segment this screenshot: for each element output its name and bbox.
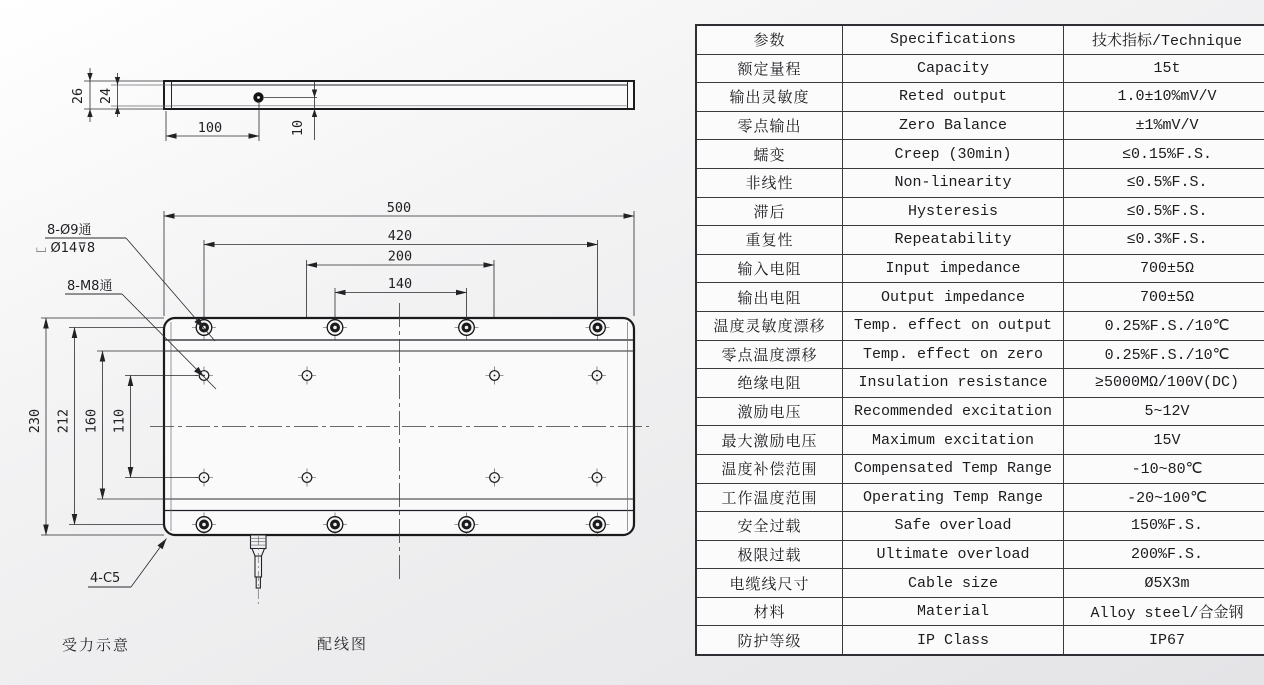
table-row [696,283,1264,312]
table-row [696,512,1264,541]
cell-spec: Hysteresis [843,197,1064,226]
caption-wiring-diagram: 配线图 [317,635,369,653]
dim-160: 160 [83,408,100,434]
caption-force-diagram: 受力示意 [62,636,131,654]
spec-table [695,24,1264,656]
cell-param: 零点输出 [696,111,843,140]
table-row [696,540,1264,569]
cell-param: 最大激励电压 [696,426,843,455]
cell-spec: Repeatability [843,226,1064,255]
cell-value: ≤0.3%F.S. [1064,226,1264,255]
table-row [696,454,1264,483]
cell-value: 200%F.S. [1064,540,1264,569]
cell-param: 电缆线尺寸 [696,569,843,598]
spec-table-header [696,25,1264,54]
cell-value: 15t [1064,54,1264,83]
cell-param: 工作温度范围 [696,483,843,512]
dim-500: 500 [386,200,412,216]
dim-230: 230 [27,408,43,434]
dim-26: 26 [70,87,86,105]
cell-spec: Recommended excitation [843,397,1064,426]
table-row [696,340,1264,369]
cell-param: 温度补偿范围 [696,454,843,483]
cell-spec: IP Class [843,626,1064,655]
side-view [70,68,634,141]
cell-param: 极限过载 [696,540,843,569]
label-chamfer: 4-C5 [90,571,121,586]
cell-param: 安全过载 [696,512,843,541]
dim-200: 200 [387,248,413,265]
side-view-cable-hole [253,92,263,102]
cell-param: 材料 [696,597,843,626]
cell-value: 0.25%F.S./10℃ [1064,340,1264,369]
dim-212: 212 [55,408,72,434]
table-row [696,626,1264,655]
dim-10: 10 [290,119,306,137]
cell-spec: Ultimate overload [843,540,1064,569]
table-row [696,483,1264,512]
cell-value: 700±5Ω [1064,254,1264,283]
cell-param: 输出电阻 [696,283,843,312]
label-tapped-holes: 8-M8通 [67,279,113,294]
cell-param: 输出灵敏度 [696,83,843,112]
cell-param: 非线性 [696,168,843,197]
cell-spec: Non-linearity [843,168,1064,197]
top-view [27,200,649,604]
cell-param: 零点温度漂移 [696,340,843,369]
table-row [696,254,1264,283]
callout-chamfer [88,537,169,587]
cell-value: ≥5000MΩ/100V(DC) [1064,369,1264,398]
header-spec: Specifications [843,25,1064,54]
cell-spec: Compensated Temp Range [843,454,1064,483]
table-row [696,597,1264,626]
table-row [696,226,1264,255]
table-row [696,83,1264,112]
cell-spec: Output impedance [843,283,1064,312]
cell-spec: Insulation resistance [843,369,1064,398]
cell-spec: Temp. effect on output [843,311,1064,340]
table-row [696,369,1264,398]
cell-value: ≤0.5%F.S. [1064,197,1264,226]
cell-param: 防护等级 [696,626,843,655]
cell-spec: Operating Temp Range [843,483,1064,512]
cell-spec: Reted output [843,83,1064,112]
cell-param: 蠕变 [696,140,843,169]
table-row [696,197,1264,226]
dim-100: 100 [197,120,223,136]
cell-value: ±1%mV/V [1064,111,1264,140]
cell-spec: Zero Balance [843,111,1064,140]
cell-value: 150%F.S. [1064,512,1264,541]
cell-value: 700±5Ω [1064,283,1264,312]
cell-value: Alloy steel/合金钢 [1064,597,1264,626]
dim-140: 140 [387,276,413,292]
table-row [696,168,1264,197]
header-value: 技术指标/Technique [1064,25,1264,54]
cell-value: 15V [1064,426,1264,455]
table-row [696,426,1264,455]
cell-value: Ø5X3m [1064,569,1264,598]
cell-param: 温度灵敏度漂移 [696,311,843,340]
cell-spec: Capacity [843,54,1064,83]
table-row [696,140,1264,169]
table-row [696,54,1264,83]
table-row [696,311,1264,340]
table-row [696,111,1264,140]
label-through-holes: 8-Ø9通 [47,223,92,238]
cell-value: ≤0.15%F.S. [1064,140,1264,169]
cell-value: ≤0.5%F.S. [1064,168,1264,197]
cell-spec: Safe overload [843,512,1064,541]
cell-value: IP67 [1064,626,1264,655]
cell-param: 绝缘电阻 [696,369,843,398]
cell-value: 0.25%F.S./10℃ [1064,311,1264,340]
cell-spec: Temp. effect on zero [843,340,1064,369]
cell-param: 重复性 [696,226,843,255]
cell-spec: Input impedance [843,254,1064,283]
cell-param: 激励电压 [696,397,843,426]
dim-420: 420 [387,228,413,244]
table-row [696,569,1264,598]
cell-value: -10~80℃ [1064,454,1264,483]
cell-param: 滞后 [696,197,843,226]
dim-110: 110 [111,408,128,434]
cell-spec: Cable size [843,569,1064,598]
cell-value: -20~100℃ [1064,483,1264,512]
cable-connector [251,535,267,604]
cell-value: 1.0±10%mV/V [1064,83,1264,112]
dim-24: 24 [98,87,114,105]
cell-spec: Material [843,597,1064,626]
table-row [696,397,1264,426]
cell-param: 输入电阻 [696,254,843,283]
header-param: 参数 [696,25,843,54]
spec-table-body [696,54,1264,655]
cell-spec: Creep (30min) [843,140,1064,169]
table-header-row [696,25,1264,54]
cell-value: 5~12V [1064,397,1264,426]
cell-spec: Maximum excitation [843,426,1064,455]
label-counterbore: ⌴ Ø14⊽8 [36,241,96,256]
cell-param: 额定量程 [696,54,843,83]
